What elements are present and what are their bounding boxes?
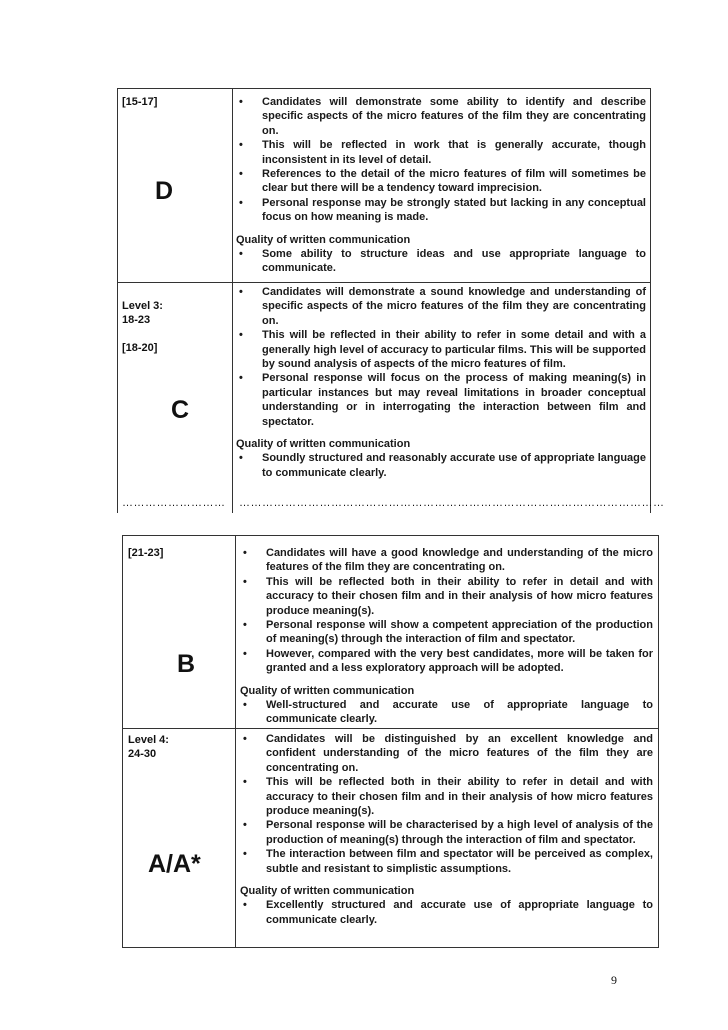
qwc-bullet: • Well-structured and accurate use of appropriate language to communicate clearly.: [240, 698, 653, 727]
descriptor-bullet: • This will be reflected both in their ability to refer in detail and with accuracy to their chosen film and in their analysis of how micro features produce meaning(s).: [240, 775, 653, 818]
descriptor-bullet: • This will be reflected both in their ability to refer in detail and with accuracy to their chosen film and in their analysis of how micro features produce meaning(s).: [240, 575, 653, 618]
row-c-descriptors: [236, 285, 646, 480]
row-divider: [118, 282, 650, 283]
grade-a-astar: A/A*: [148, 850, 201, 878]
column-divider: [232, 89, 233, 513]
row-divider: [123, 728, 658, 729]
row-d-descriptors: [236, 95, 646, 276]
descriptor-bullet: • Candidates will have a good knowledge and understanding of the micro features of the film they are concentrating on.: [240, 546, 653, 575]
level-label-3: [122, 299, 163, 327]
descriptor-bullet: • This will be reflected in work that is generally accurate, though inconsistent in its level of detail.: [236, 138, 646, 167]
dotted-continuation-left: ………………………: [122, 497, 226, 509]
mark-range-b: [21-23]: [128, 547, 164, 559]
row-b-descriptors: [240, 546, 653, 727]
page-number: 9: [611, 973, 617, 987]
marking-table-2: [122, 535, 659, 948]
qwc-heading: Quality of written communication: [236, 233, 411, 246]
level-title: Level 4:: [128, 734, 169, 746]
descriptor-bullet: • References to the detail of the micro features of film will sometimes be clear but there will be a tendency toward imprecision.: [236, 167, 646, 196]
grade-d: D: [155, 177, 174, 205]
row-a-descriptors: [240, 732, 653, 927]
descriptor-bullet: • The interaction between film and spectator will be perceived as complex, subtle and resistant to simplistic assumptions.: [240, 847, 653, 876]
grade-b: B: [177, 650, 196, 678]
qwc-bullet: • Excellently structured and accurate use of appropriate language to communicate clearly.: [240, 898, 653, 927]
descriptor-bullet: • Candidates will be distinguished by an excellent knowledge and confident understanding of the micro features of the film they are concentrating on.: [240, 732, 653, 775]
qwc-heading: Quality of written communication: [240, 684, 415, 697]
descriptor-bullet: • Personal response will focus on the process of making meaning(s) in particular instances but may reveal limitations in broader conceptual understanding or in interrogating the interaction between film and spectator.: [236, 371, 646, 429]
qwc-heading: Quality of written communication: [236, 438, 411, 451]
descriptor-bullet: • Candidates will demonstrate some ability to identify and describe specific aspects of the micro features of the film they are concentrating on.: [236, 95, 646, 138]
dotted-continuation-right: …………………………………………………………………………………………………: [239, 497, 665, 509]
level-range: 24-30: [128, 748, 157, 760]
column-divider: [235, 536, 236, 947]
descriptor-bullet: • However, compared with the very best candidates, more will be taken for granted and a less exploratory approach will be adopted.: [240, 647, 653, 676]
level-label-4: [128, 733, 169, 761]
qwc-bullet: • Soundly structured and reasonably accurate use of appropriate language to communicate clearly.: [236, 451, 646, 480]
qwc-bullet: • Some ability to structure ideas and use appropriate language to communicate.: [236, 247, 646, 276]
level-range: 18-23: [122, 314, 151, 326]
descriptor-bullet: • Personal response will be characterised by a high level of analysis of the production of meaning(s) through the interaction of film and spectator.: [240, 818, 653, 847]
descriptor-bullet: • Personal response will show a competent appreciation of the production of meaning(s) through the interaction of film and spectator.: [240, 618, 653, 647]
qwc-heading: Quality of written communication: [240, 885, 415, 898]
grade-c: C: [171, 396, 190, 424]
marking-table-1: [117, 88, 665, 513]
mark-range-c: [18-20]: [122, 342, 158, 354]
descriptor-bullet: • This will be reflected in their ability to refer in some detail and with a generally high level of accuracy to particular films. This will be supported by sound analysis of aspects of the micro features of film.: [236, 328, 646, 371]
level-title: Level 3:: [122, 300, 163, 312]
descriptor-bullet: • Candidates will demonstrate a sound knowledge and understanding of specific aspects of the micro features of the film they are concentrating on.: [236, 285, 646, 328]
mark-range-d: [15-17]: [122, 96, 158, 108]
descriptor-bullet: • Personal response may be strongly stated but lacking in any conceptual focus on how meaning is made.: [236, 196, 646, 225]
